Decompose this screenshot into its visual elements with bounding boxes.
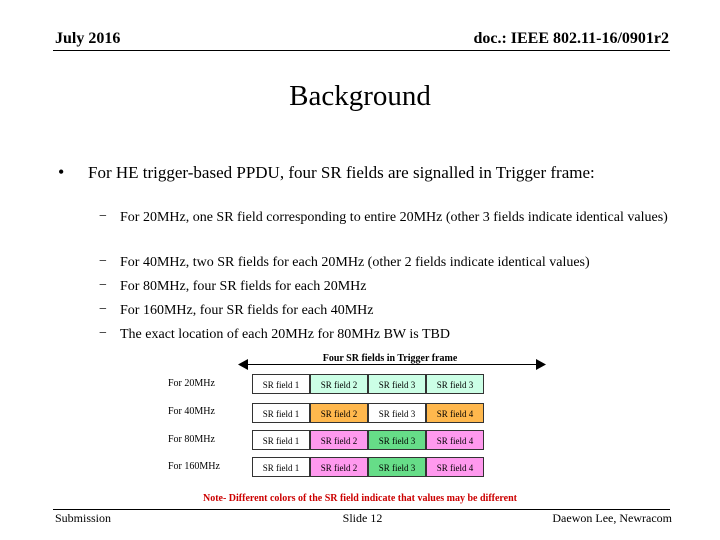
dash-marker: −	[99, 302, 107, 317]
arrow-right-icon	[536, 359, 546, 370]
row-label-40mhz: For 40MHz	[168, 406, 215, 417]
dash-marker: −	[99, 278, 107, 293]
dash-marker: −	[99, 254, 107, 269]
double-arrow-line	[246, 364, 538, 365]
sr-field-cell: SR field 3	[426, 374, 484, 394]
sr-field-cell: SR field 2	[310, 430, 368, 450]
sr-field-cell: SR field 4	[426, 403, 484, 423]
row-label-80mhz: For 80MHz	[168, 434, 215, 445]
sub-item: For 80MHz, four SR fields for each 20MHz	[120, 279, 367, 294]
sub-item: For 20MHz, one SR field corresponding to entire 20MHz (other 3 fields indicate identical values)	[120, 210, 668, 225]
header-doc-id: doc.: IEEE 802.11-16/0901r2	[473, 30, 669, 47]
row-label-160mhz: For 160MHz	[168, 461, 220, 472]
sub-item: The exact location of each 20MHz for 80MHz BW is TBD	[120, 327, 450, 342]
sr-field-cell: SR field 2	[310, 374, 368, 394]
bullet-marker: •	[58, 162, 65, 182]
sr-field-cell: SR field 3	[368, 374, 426, 394]
sr-field-cell: SR field 1	[252, 457, 310, 477]
sr-field-cell: SR field 2	[310, 403, 368, 423]
footer-slide-number: Slide 12	[342, 511, 383, 525]
sub-item: For 40MHz, two SR fields for each 20MHz (other 2 fields indicate identical values)	[120, 255, 590, 270]
arrow-left-icon	[238, 359, 248, 370]
color-note: Note- Different colors of the SR field indicate that values may be different	[202, 493, 518, 504]
footer-author: Daewon Lee, Newracom	[552, 511, 672, 525]
dash-marker: −	[99, 209, 107, 224]
row-label-20mhz: For 20MHz	[168, 378, 215, 389]
sr-field-cell: SR field 3	[368, 457, 426, 477]
sr-field-cell: SR field 3	[368, 430, 426, 450]
sr-field-cell: SR field 4	[426, 457, 484, 477]
header-date: July 2016	[55, 30, 121, 47]
sr-field-cell: SR field 1	[252, 403, 310, 423]
sr-field-cell: SR field 3	[368, 403, 426, 423]
sr-field-cell: SR field 1	[252, 374, 310, 394]
sr-field-cell: SR field 1	[252, 430, 310, 450]
bullet-text: For HE trigger-based PPDU, four SR fields are signalled in Trigger frame:	[88, 163, 595, 182]
sr-field-cell: SR field 2	[310, 457, 368, 477]
footer-rule	[53, 509, 670, 510]
footer-submission: Submission	[55, 511, 112, 525]
dash-marker: −	[99, 326, 107, 341]
header-rule	[53, 50, 670, 51]
slide-title: Background	[289, 80, 431, 112]
sub-item: For 160MHz, four SR fields for each 40MHz	[120, 303, 374, 318]
arrow-label: Four SR fields in Trigger frame	[322, 353, 458, 364]
sr-field-cell: SR field 4	[426, 430, 484, 450]
